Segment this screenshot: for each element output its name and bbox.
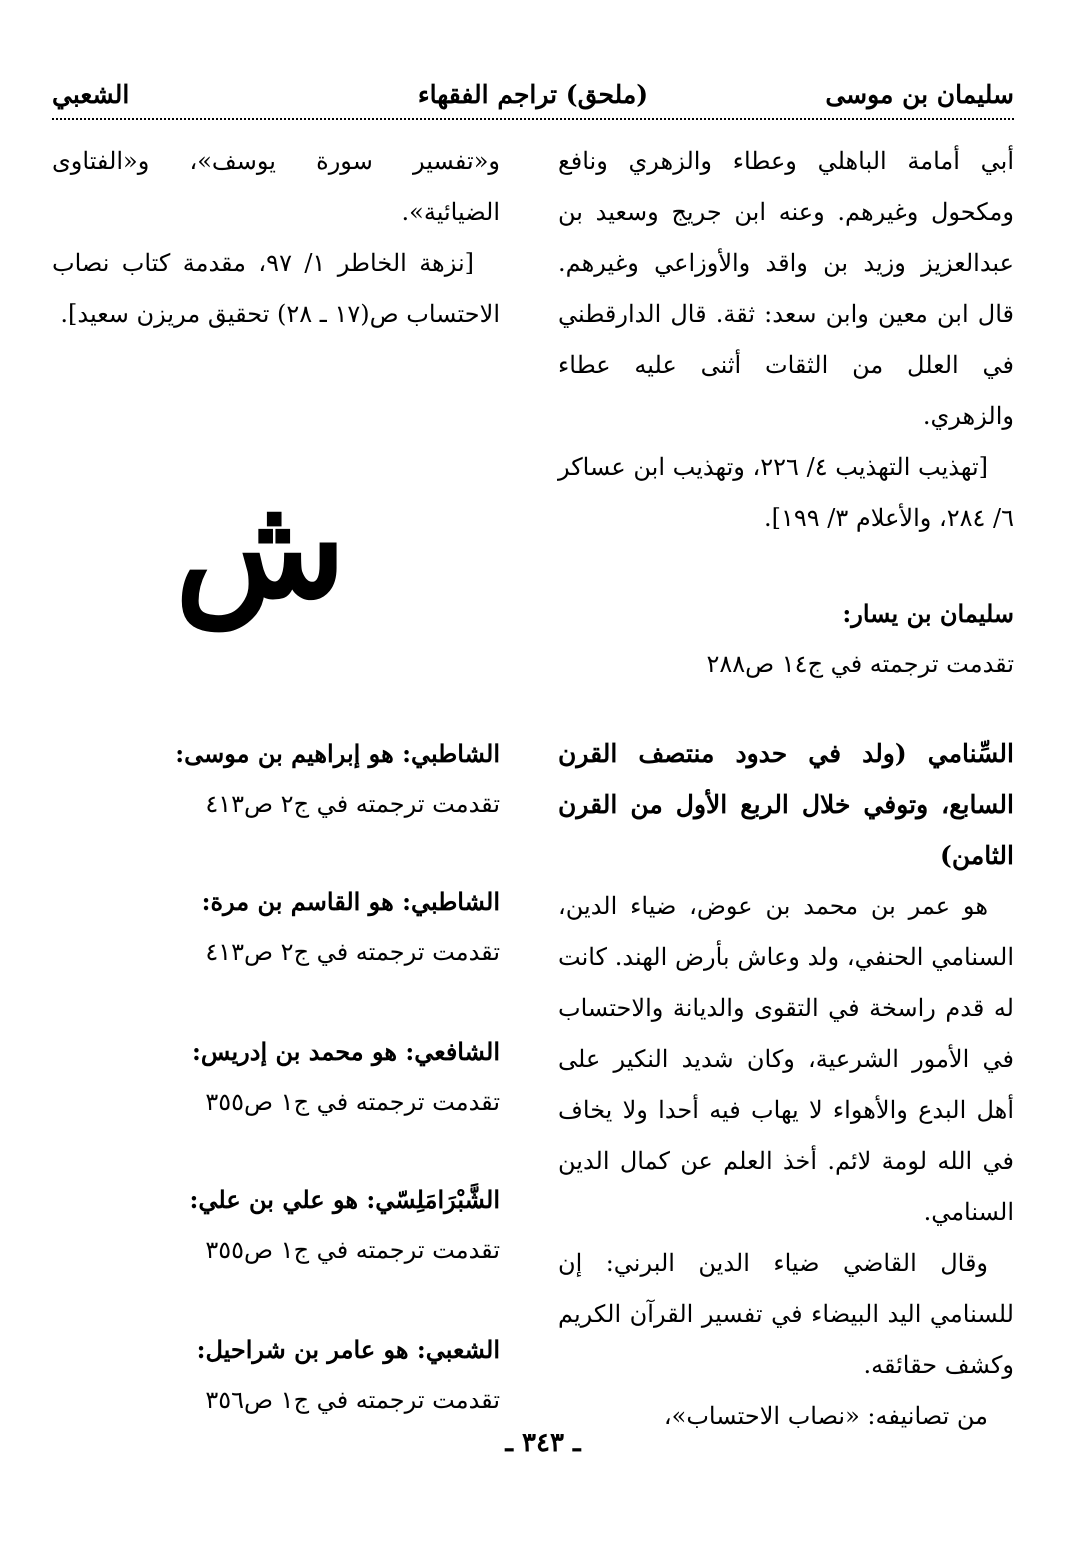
cross-ref-location: تقدمت ترجمته في ج١ ص٣٥٥ [205,1236,500,1264]
entry-sources: [تهذيب التهذيب ٤/ ٢٢٦، وتهذيب ابن عساكر ٦/ ٢٨٤، والأعلام ٣/ ١٩٩]. [558,453,1014,532]
entry-title: السِّنامي (ولد في حدود منتصف القرن السابع، وتوفي خلال الربع الأول من القرن الثامن) [558,739,1014,870]
entry-sources: [نزهة الخاطر ١/ ٩٧، مقدمة كتاب نصاب الاحتساب ص(١٧ ـ ٢٨) تحقيق مريزن سعيد]. [52,249,500,328]
entry-sulayman-ibn-yasar [558,588,1014,690]
cross-ref-title: الشَّبْرَامَلِسّي: هو علي بن علي: [189,1185,500,1214]
section-letter: ش [175,466,346,630]
entry-works: من تصانيفه: «نصاب الاحتساب»، [663,1402,988,1430]
entry-title: سليمان بن يسار: [842,599,1014,628]
entry-body-paragraph: و«تفسير سورة يوسف»، و«الفتاوى الضيائية». [52,147,500,226]
page-number: ـ ٣٤٣ ـ [505,1428,581,1458]
header-entry-name: سليمان بن موسى [825,79,1014,109]
right-column-continuation [558,136,1014,544]
header-last-entry: الشعبي [52,79,130,109]
cross-ref-entry [52,876,500,978]
left-column-continuation [52,136,500,340]
running-header [52,74,1014,114]
header-book-title: (ملحق) تراجم الفقهاء [417,79,649,109]
cross-ref-entry [52,1026,500,1128]
cross-ref-location: تقدمت ترجمته في ج١ ص٣٥٦ [205,1386,500,1414]
cross-ref-location: تقدمت ترجمته في ج٢ ص٤١٣ [205,938,500,966]
cross-ref-entry [52,728,500,830]
cross-ref-title: الشافعي: هو محمد بن إدريس: [192,1037,500,1066]
entry-body-paragraph: وقال القاضي ضياء الدين البرني: إن للسنامي اليد البيضاء في تفسير القرآن الكريم وكشف حقائقه. [558,1249,1014,1379]
cross-ref-entry [52,1324,500,1426]
entry-body-paragraph: هو عمر بن محمد بن عوض، ضياء الدين، السنامي الحنفي، ولد وعاش بأرض الهند. كانت له قدم راسخة في التقوى والديانة والاحتساب في الأمور الشرعية، وكان شديد النكير على أهل البدع والأهواء لا يهاب فيه أحدا ولا يخاف في الله لومة لائم. أخذ العلم عن كمال الدين السنامي. [558,892,1014,1226]
entry-body-paragraph: أبي أمامة الباهلي وعطاء والزهري ونافع ومكحول وغيرهم. وعنه ابن جريج وسعيد بن عبدالعزيز وزيد بن واقد والأوزاعي وغيرهم. قال ابن معين وابن سعد: ثقة. قال الدارقطني في العلل من الثقات أثنى عليه عطاء والزهري. [558,147,1014,430]
cross-ref-location: تقدمت ترجمته في ج٢ ص٤١٣ [205,790,500,818]
cross-ref-location: تقدمت ترجمته في ج١ ص٣٥٥ [205,1088,500,1116]
cross-ref-title: الشاطبي: هو إبراهيم بن موسى: [175,739,500,768]
cross-ref-entry [52,1174,500,1276]
cross-ref-title: الشعبي: هو عامر بن شراحيل: [196,1335,500,1364]
entry-al-sinami [558,728,1014,1442]
cross-ref-title: الشاطبي: هو القاسم بن مرة: [201,887,500,916]
entry-cross-reference: تقدمت ترجمته في ج١٤ ص٢٨٨ [706,650,1014,678]
header-dotted-rule [52,118,1014,120]
